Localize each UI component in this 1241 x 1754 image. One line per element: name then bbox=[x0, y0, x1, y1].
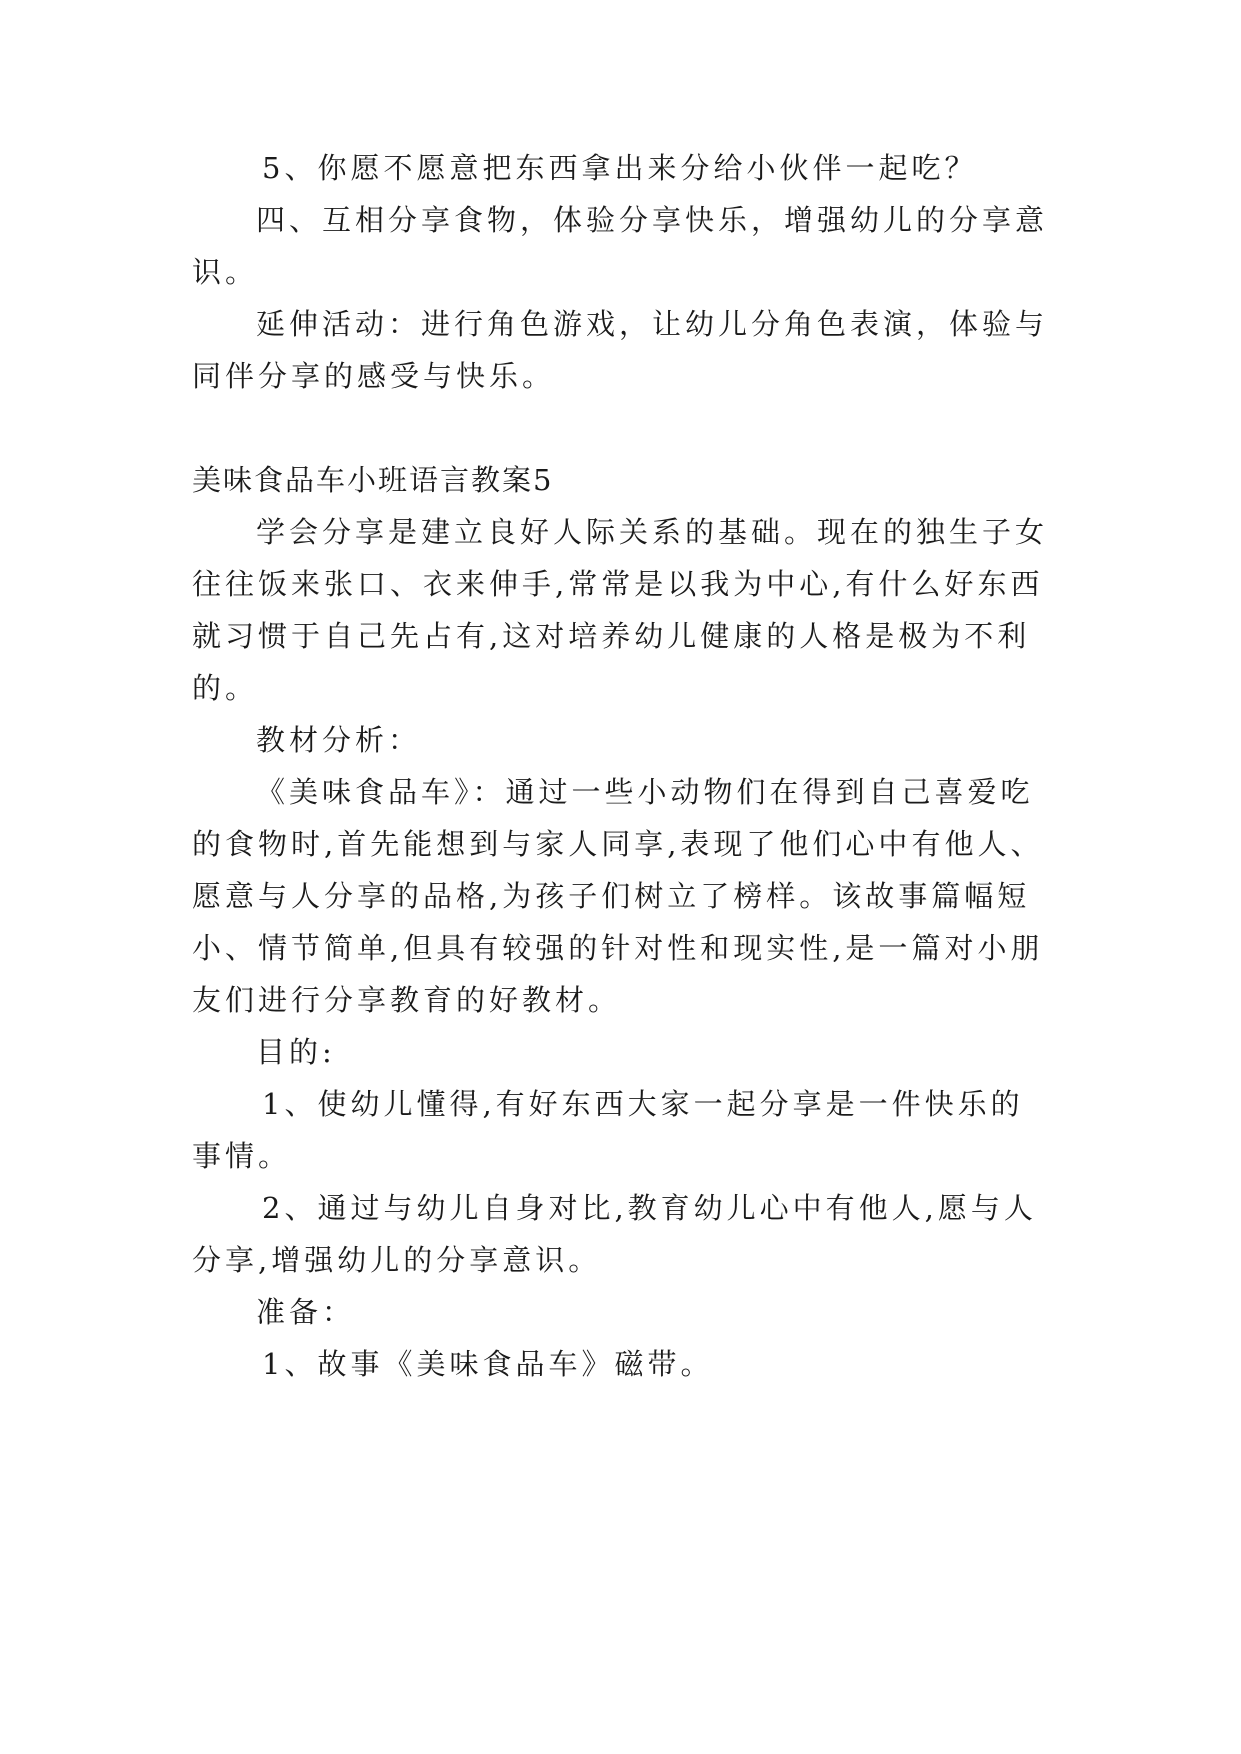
goal-1-line-1: 1、使幼儿懂得,有好东西大家一起分享是一件快乐的 bbox=[262, 1087, 1024, 1121]
step-4-line-1: 四、互相分享食物，体验分享快乐，增强幼儿的分享意 bbox=[256, 203, 1049, 237]
goal-2-line-1: 2、通过与幼儿自身对比,教育幼儿心中有他人,愿与人 bbox=[262, 1191, 1037, 1225]
goal-2-line-2: 分享,增强幼儿的分享意识。 bbox=[192, 1243, 602, 1277]
goals-heading: 目的: bbox=[256, 1035, 336, 1069]
analysis-heading: 教材分析： bbox=[256, 723, 422, 757]
prep-heading: 准备： bbox=[256, 1295, 356, 1329]
lesson-title: 美味食品车小班语言教案5 bbox=[192, 463, 554, 497]
analysis-line-1: 《美味食品车》：通过一些小动物们在得到自己喜爱吃 bbox=[256, 775, 1034, 809]
extension-line-1: 延伸活动：进行角色游戏，让幼儿分角色表演，体验与 bbox=[256, 307, 1049, 341]
intro-line-1: 学会分享是建立良好人际关系的基础。现在的独生子女 bbox=[256, 515, 1049, 549]
analysis-line-4: 小、情节简单,但具有较强的针对性和现实性,是一篇对小朋 bbox=[192, 931, 1044, 965]
analysis-line-5: 友们进行分享教育的好教材。 bbox=[192, 983, 622, 1017]
step-4-line-2: 识。 bbox=[192, 255, 259, 289]
analysis-line-2: 的食物时,首先能想到与家人同享,表现了他们心中有他人、 bbox=[192, 827, 1044, 861]
intro-line-3: 就习惯于自己先占有,这对培养幼儿健康的人格是极为不利 bbox=[192, 619, 1031, 653]
intro-line-2: 往往饭来张口、衣来伸手,常常是以我为中心,有什么好东西 bbox=[192, 567, 1044, 601]
goal-1-line-2: 事情。 bbox=[192, 1139, 292, 1173]
analysis-line-3: 愿意与人分享的品格,为孩子们树立了榜样。该故事篇幅短 bbox=[192, 879, 1031, 913]
extension-line-2: 同伴分享的感受与快乐。 bbox=[192, 359, 556, 393]
prep-item-1: 1、故事《美味食品车》磁带。 bbox=[262, 1347, 714, 1381]
question-5: 5、你愿不愿意把东西拿出来分给小伙伴一起吃？ bbox=[262, 151, 978, 185]
intro-line-4: 的。 bbox=[192, 671, 259, 705]
